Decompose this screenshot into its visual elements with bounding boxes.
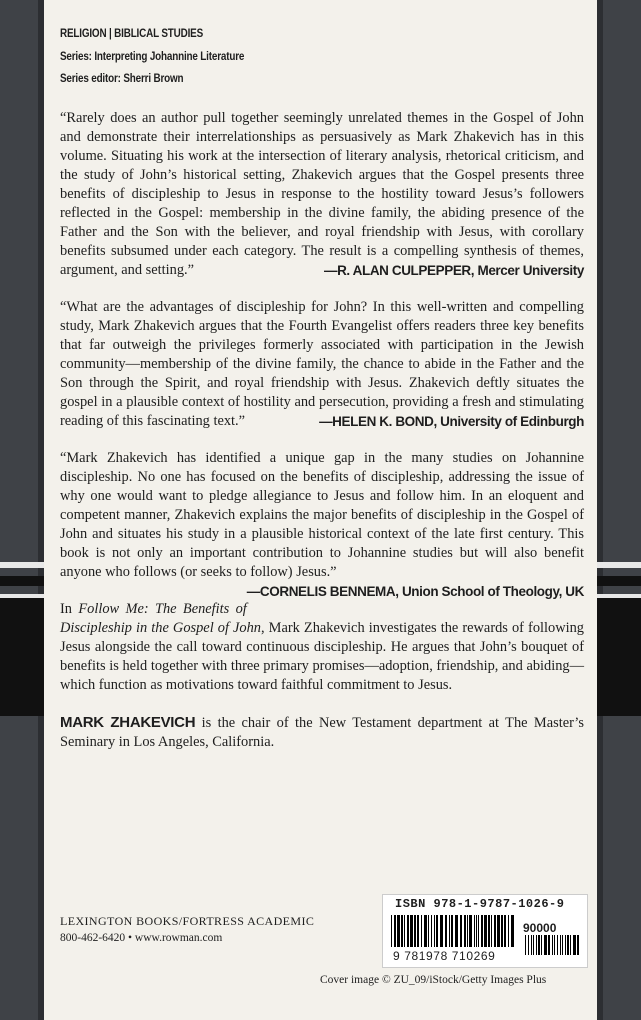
- barcode-bar: [404, 915, 405, 947]
- barcode-bar: [481, 915, 483, 947]
- barcode-bar: [484, 915, 487, 947]
- blurb-culpepper: [60, 109, 584, 280]
- barcode-bar: [488, 915, 490, 947]
- barcode-bar: [391, 915, 392, 947]
- blurb-text: “What are the advantages of discipleship for John? In this well-written and compelling study, Mark Zhakevich argues that the Fourth Evangelist offers readers three key benefits that far outweigh the privileges formerly associated with participation in the Jewish community—membership of the divine family, the chance to abide in the Father and the Son through the Spirit, and royal friendship with Jesus. Zhakevich deftly situates the gospel in a plausible context of hostility and persecution, providing a fresh and stimulating reading of this fascinating text.”: [60, 299, 584, 429]
- barcode-bar: [451, 915, 453, 947]
- barcode-bars: [391, 915, 515, 947]
- barcode-bar: [474, 915, 475, 947]
- blurb-bennema: [60, 449, 584, 599]
- barcode-bar: [533, 935, 534, 955]
- barcode-bar: [504, 915, 506, 947]
- book-title: Follow Me: The Benefits of Discipleship in the Gospel of John: [60, 601, 261, 636]
- price-code: 90000: [523, 921, 557, 935]
- barcode-bar: [560, 935, 561, 955]
- blurb-text: “Rarely does an author pull together seemingly unrelated themes in the Gospel of John and demonstrate their interrelationships as persuasively as Mark Zhakevich has in this volume. Situating his work at the intersection of literary analysis, rhetorical criticism, and the study of John’s historical setting, Zhakevich argues that the Gospel presents three benefits of discipleship to Jesus in response to the hostility toward Jesus’s followers reflected in the Gospel: membership in the divine family, the abiding presence of the Father and the Son with the believer, and royal friendship with Jesus, with corollary benefits subsumed under each category. The result is a compelling synthesis of themes, argument, and setting.”: [60, 110, 584, 278]
- barcode-bar: [548, 935, 550, 955]
- barcode-bar: [414, 915, 416, 947]
- barcode-bar: [562, 935, 563, 955]
- series-editor-label: Series editor: Sherri Brown: [60, 73, 184, 85]
- barcode-bar: [565, 935, 566, 955]
- barcode-bar: [467, 915, 468, 947]
- barcode-bar: [424, 915, 427, 947]
- barcode-bar: [531, 935, 532, 955]
- barcode-bar: [544, 935, 547, 955]
- barcode-bar: [494, 915, 496, 947]
- barcode-bar: [541, 935, 542, 955]
- barcode-bar: [410, 915, 413, 947]
- barcode-bar: [497, 915, 500, 947]
- right-stripe-dark-2: [597, 598, 641, 716]
- blurb-text: “Mark Zhakevich has identified a unique gap in the many studies on Johannine discipleship. No one has focused on the benefits of discipleship, addressing the issue of why one would want to pledge allegiance to Jesus and follow him. In an eloquent and competent manner, Zhakevich explains the major benefits of discipleship in the Gospel of John and situates his study in a plausible historical context of the late first century. This book is not only an important contribution to Johannine studies but will also benefit anyone who follows (or seeks to follow) Jesus.”: [60, 450, 584, 580]
- author-name: MARK ZHAKEVICH: [60, 714, 196, 731]
- blurb-attribution: —R. ALAN CULPEPPER, Mercer University: [323, 263, 584, 278]
- barcode-bar: [469, 915, 472, 947]
- description-body: , Mark Zhakevich investigates the rewards of following Jesus alongside the call toward continuous discipleship. He argues that John’s bouquet of benefits is held together with three primary promises—adoption, friendship, and abiding—which function as motivations toward faithful commitment to Jesus.: [60, 620, 584, 693]
- barcode-bar: [455, 915, 458, 947]
- barcode-bar: [528, 935, 529, 955]
- barcode-bar: [577, 935, 579, 955]
- barcode-bar: [554, 935, 555, 955]
- barcode-digits: 9 781978 710269: [393, 949, 496, 963]
- blurb-bond: [60, 298, 584, 431]
- barcode-bar: [491, 915, 492, 947]
- barcode-bar: [434, 915, 435, 947]
- barcode-bar: [445, 915, 447, 947]
- back-cover: [44, 0, 597, 1020]
- barcode-bar: [449, 915, 450, 947]
- barcode-bar: [436, 915, 438, 947]
- author-bio: [60, 713, 584, 752]
- barcode-addon-bars: [525, 935, 579, 955]
- barcode-bar: [501, 915, 503, 947]
- barcode-bar: [478, 915, 479, 947]
- barcode-bar: [460, 915, 462, 947]
- right-spine-stripe: [597, 0, 641, 1020]
- publisher-info: [60, 914, 314, 944]
- barcode-bar: [394, 915, 396, 947]
- series-label: Series: Interpreting Johannine Literature: [60, 51, 245, 63]
- right-stripe-dark-1: [597, 576, 641, 586]
- author-bio-text: is the chair of the New Testament department at The Master’s Seminary in Los Angeles, California.: [60, 715, 585, 750]
- barcode-bar: [407, 915, 409, 947]
- barcode-bar: [511, 915, 514, 947]
- left-stripe-dark-2: [0, 598, 44, 716]
- right-spine-inner: [597, 0, 603, 1020]
- publisher-name: LEXINGTON BOOKS/FORTRESS ACADEMIC: [60, 914, 315, 928]
- barcode-bar: [538, 935, 540, 955]
- barcode-bar: [557, 935, 558, 955]
- barcode-bar: [567, 935, 569, 955]
- left-stripe-light-1: [0, 562, 44, 568]
- barcode-bar: [440, 915, 443, 947]
- category-label: RELIGION | BIBLICAL STUDIES: [60, 28, 204, 40]
- cover-image-credit: Cover image © ZU_09/iStock/Getty Images Plus: [320, 974, 547, 986]
- barcode-bar: [570, 935, 571, 955]
- barcode-bar: [431, 915, 432, 947]
- book-description: [60, 600, 584, 695]
- cover-content: [60, 28, 584, 752]
- publisher-contact: 800-462-6420 • www.rowman.com: [60, 932, 223, 944]
- isbn-label: ISBN 978-1-9787-1026-9: [395, 897, 565, 911]
- blurb-attribution: —CORNELIS BENNEMA, Union School of Theology, UK: [246, 584, 584, 599]
- barcode-bar: [428, 915, 429, 947]
- barcode-bar: [417, 915, 419, 947]
- barcode-bar: [552, 935, 553, 955]
- right-stripe-light-1: [597, 562, 641, 568]
- left-stripe-dark-1: [0, 576, 44, 586]
- barcode-bar: [401, 915, 403, 947]
- barcode-bar: [508, 915, 509, 947]
- barcode-bar: [464, 915, 466, 947]
- barcode-bar: [525, 935, 526, 955]
- isbn-barcode: [382, 894, 588, 968]
- barcode-bar: [397, 915, 400, 947]
- barcode-bar: [476, 915, 477, 947]
- barcode-bar: [421, 915, 422, 947]
- barcode-bar: [573, 935, 576, 955]
- description-prefix: In: [60, 601, 79, 617]
- blurb-attribution: —HELEN K. BOND, University of Edinburgh: [319, 414, 584, 429]
- left-spine-stripe: [0, 0, 44, 1020]
- barcode-bar: [536, 935, 537, 955]
